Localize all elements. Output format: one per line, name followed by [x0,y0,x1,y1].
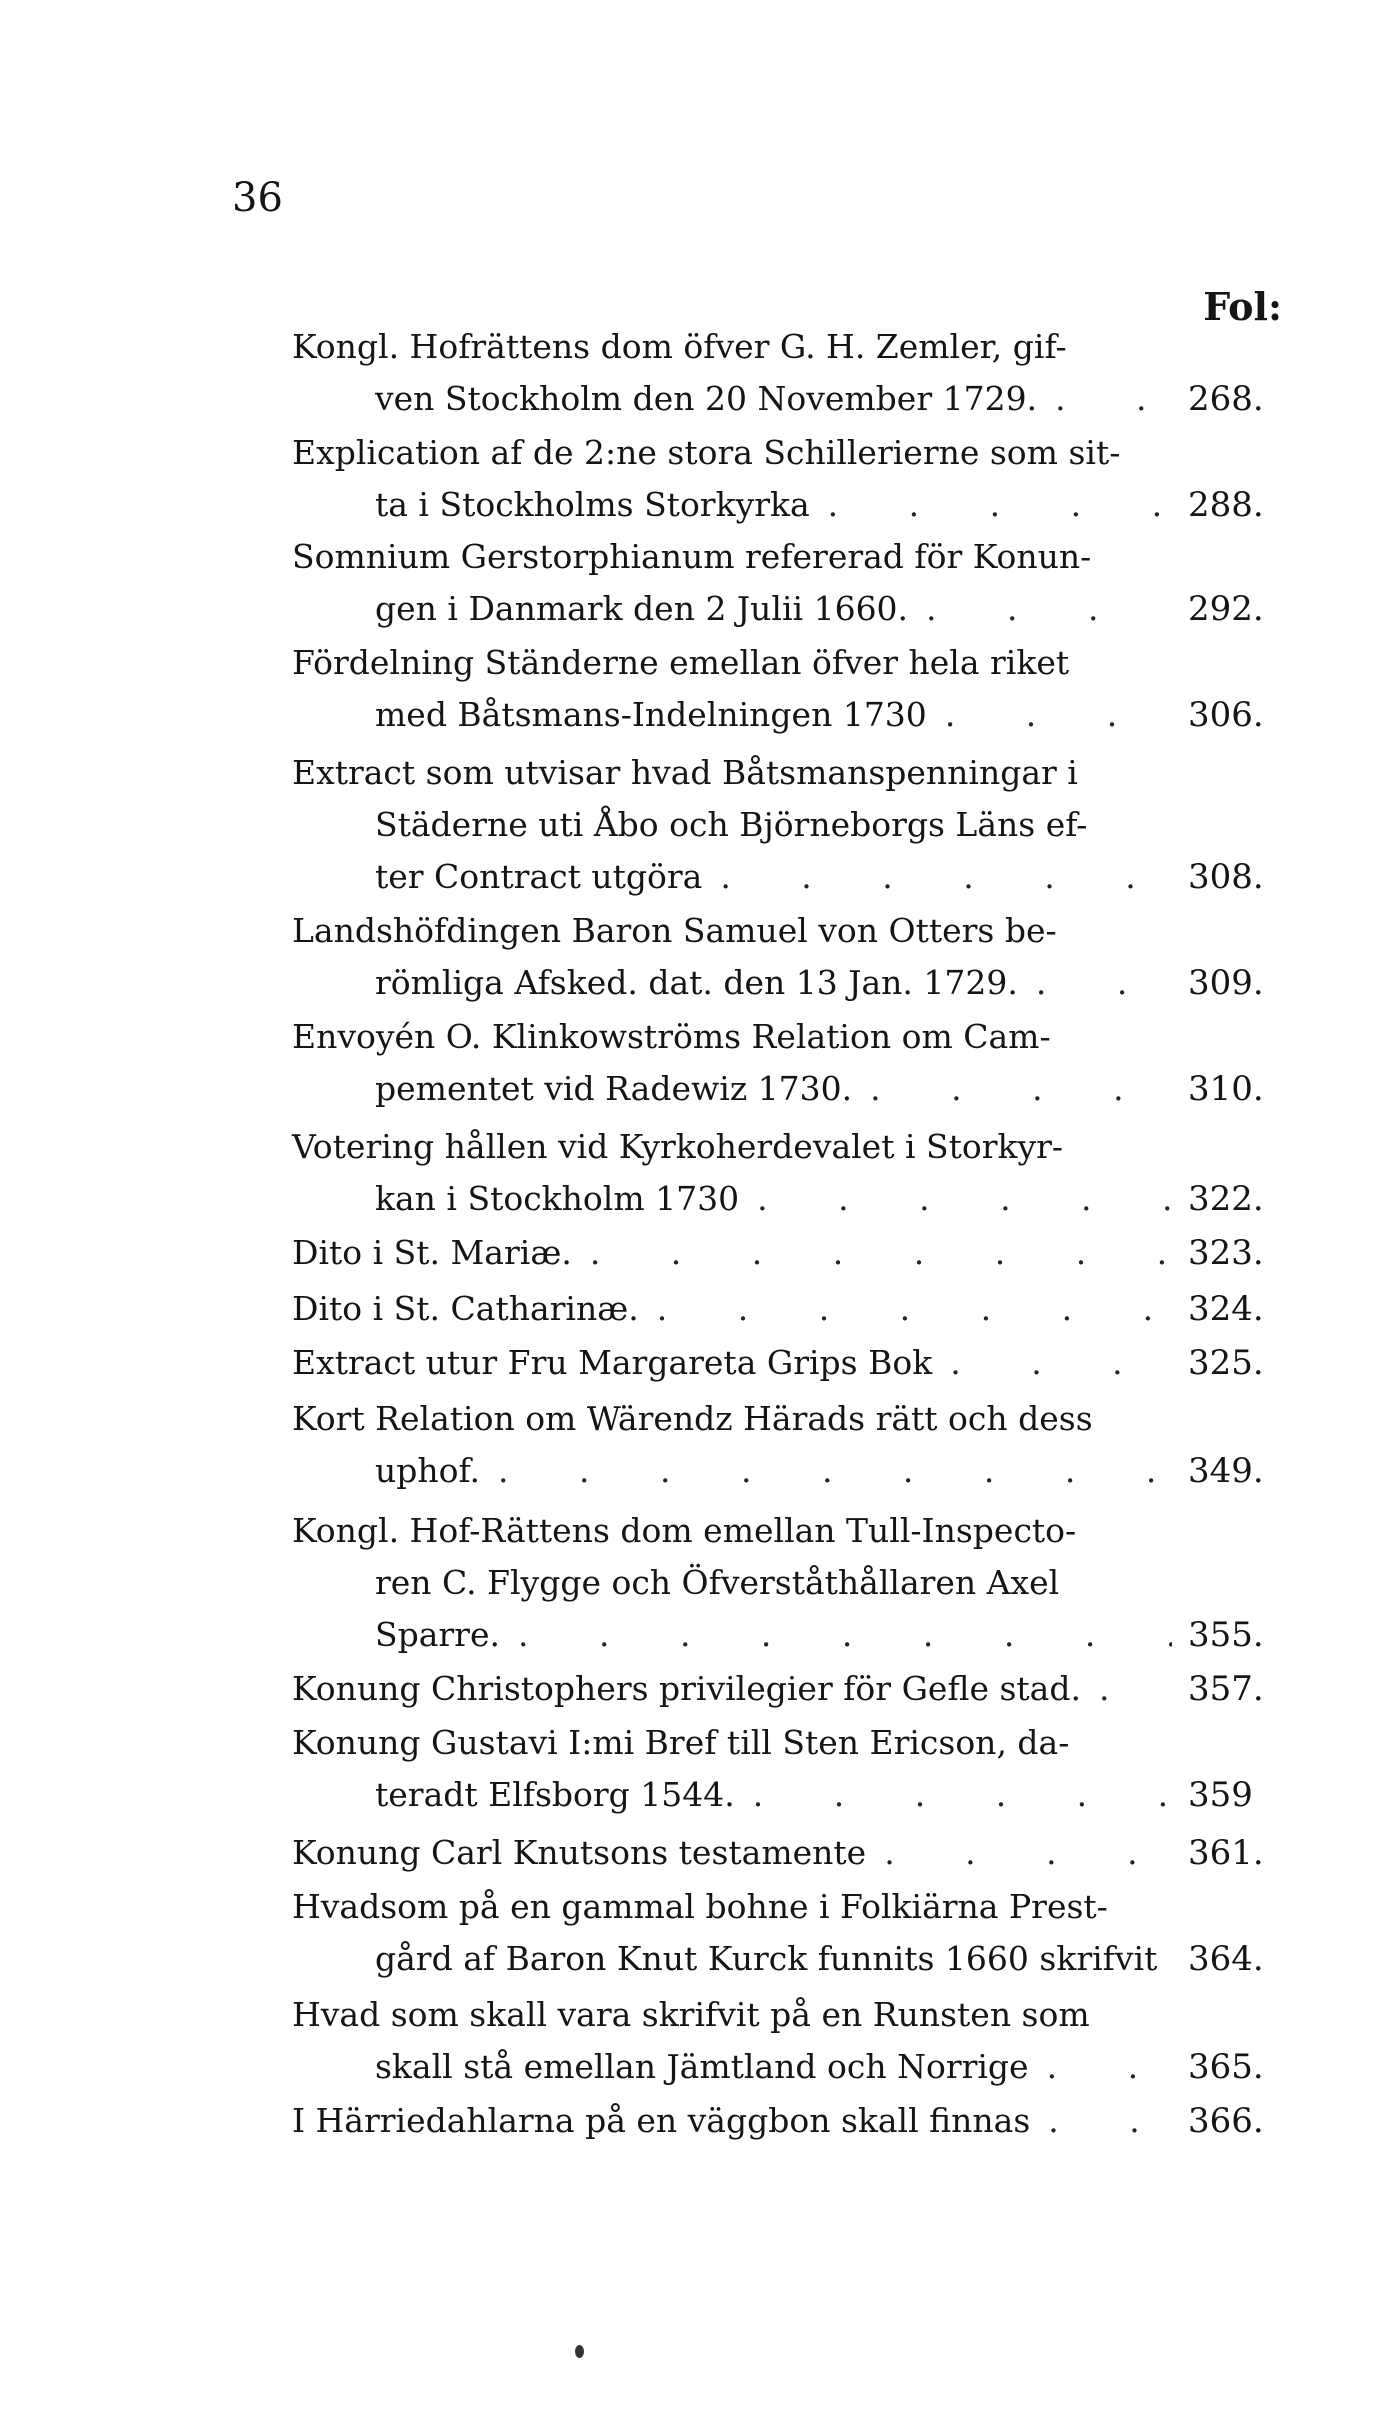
toc-entry-continuation [375,963,1172,1002]
toc-entry-text: Kort Relation om Wärendz Härads rätt och dess [292,1399,1093,1438]
toc-entry-title [292,327,1172,366]
toc-entry-folio: 288. [1188,485,1264,525]
toc-entry-title [292,1233,1172,1272]
toc-entry-text: Extract som utvisar hvad Båtsmanspenningar i [292,753,1078,792]
toc-entry-continuation [375,695,1172,734]
toc-entry-title [292,537,1172,576]
toc-entry-continuation [375,1939,1172,1978]
ink-speck [575,2345,584,2358]
toc-entry-folio: 308. [1188,857,1264,897]
toc-entry-text: Konung Carl Knutsons testamente [292,1833,867,1872]
toc-entry-title [292,1127,1172,1166]
toc-entry-title [292,1343,1172,1382]
toc-entry-continuation [375,379,1172,418]
leader-dots [810,488,1172,521]
toc-entry-text: skall stå emellan Jämtland och Norrige [375,2047,1029,2086]
toc-entry-title [292,1511,1172,1550]
toc-entry-text: Dito i St. Mariæ. [292,1233,572,1272]
leader-dots [572,1236,1172,1269]
toc-entry-text: Hvad som skall vara skrifvit på en Runsten som [292,1995,1090,2034]
toc-entry-text: ta i Stockholms Storkyrka [375,485,810,524]
toc-entry-folio: 355. [1188,1615,1264,1655]
leader-dots [1029,2050,1172,2083]
leader-dots [735,1778,1172,1811]
leader-dots [852,1072,1172,1105]
toc-entry-text: Konung Christophers privilegier för Gefle stad. [292,1669,1081,1708]
toc-entry-text: med Båtsmans-Indelningen 1730 [375,695,927,734]
toc-entry-folio: 323. [1188,1233,1264,1273]
toc-entry-folio: 365. [1188,2047,1264,2087]
toc-entry-text: Envoyén O. Klinkowströms Relation om Cam- [292,1017,1051,1056]
toc-entry-text: Hvadsom på en gammal bohne i Folkiärna Prest- [292,1887,1108,1926]
toc-entry-folio: 309. [1188,963,1264,1003]
toc-entry-continuation [375,2047,1172,2086]
toc-entry-text: gen i Danmark den 2 Julii 1660. [375,589,909,628]
toc-entry-continuation [375,1069,1172,1108]
toc-entry-folio: 325. [1188,1343,1264,1383]
folio-column-header: Fol: [1203,284,1282,329]
toc-entry-text: Konung Gustavi I:mi Bref till Sten Ericson, da- [292,1723,1070,1762]
toc-entry-folio: 322. [1188,1179,1264,1219]
toc-entry-continuation [375,857,1172,896]
toc-entry-continuation [375,1451,1172,1490]
toc-entry-folio: 349. [1188,1451,1264,1491]
toc-entry-text: Städerne uti Åbo och Björneborgs Läns ef- [375,805,1088,844]
leader-dots [908,592,1172,625]
toc-entry-text: teradt Elfsborg 1544. [375,1775,735,1814]
toc-entry-title [292,1723,1172,1762]
toc-entry-text: ven Stockholm den 20 November 1729. [375,379,1038,418]
leader-dots [927,698,1172,731]
toc-entry-folio: 292. [1188,589,1264,629]
toc-entry-folio: 359 [1188,1775,1253,1815]
leader-dots [500,1618,1172,1651]
toc-entry-text: Kongl. Hofrättens dom öfver G. H. Zemler, gif- [292,327,1067,366]
toc-entry-text: Explication af de 2:ne stora Schillerierne som sit- [292,433,1121,472]
toc-entry-folio: 310. [1188,1069,1264,1109]
toc-entry-text: Extract utur Fru Margareta Grips Bok [292,1343,933,1382]
toc-entry-text: Votering hållen vid Kyrkoherdevalet i Storkyr- [292,1127,1064,1166]
leader-dots [739,1182,1172,1215]
toc-entry-text: I Härriedahlarna på en väggbon skall finnas [292,2101,1031,2140]
toc-entry-folio: 364. [1188,1939,1264,1979]
toc-entry-text: Kongl. Hof-Rättens dom emellan Tull-Inspecto- [292,1511,1077,1550]
leader-dots [866,1836,1172,1869]
toc-entry-folio: 366. [1188,2101,1264,2141]
toc-entry-continuation [375,1775,1172,1814]
toc-entry-text: ter Contract utgöra [375,857,703,896]
toc-entry-continuation [375,1615,1172,1654]
toc-entry-continuation [375,485,1172,524]
toc-entry-continuation [375,589,1172,628]
leader-dots [702,860,1172,893]
toc-entry-title [292,1399,1172,1438]
toc-entry-title [292,911,1172,950]
toc-entry-folio: 361. [1188,1833,1264,1873]
toc-entry-title [292,753,1172,792]
toc-entry-folio: 324. [1188,1289,1264,1329]
toc-entry-text: Dito i St. Catharinæ. [292,1289,639,1328]
toc-entry-text: Landshöfdingen Baron Samuel von Otters be- [292,911,1057,950]
toc-entry-folio: 306. [1188,695,1264,735]
toc-entry-title [292,1833,1172,1872]
leader-dots [480,1454,1172,1487]
leader-dots [1081,1672,1172,1705]
toc-entry-text: Sparre. [375,1615,500,1654]
leader-dots [1018,966,1172,999]
toc-entry-text: ren C. Flygge och Öfverståthållaren Axel [375,1563,1060,1602]
toc-entry-text: Somnium Gerstorphianum refererad för Konun- [292,537,1092,576]
toc-entry-text: Fördelning Ständerne emellan öfver hela riket [292,643,1070,682]
toc-entry-title [292,1887,1172,1926]
toc-entry-text: uphof. [375,1451,481,1490]
toc-entry-text: kan i Stockholm 1730 [375,1179,740,1218]
toc-entry-folio: 268. [1188,379,1264,419]
leader-dots [639,1292,1172,1325]
leader-dots [1157,1942,1175,1975]
toc-entry-text: gård af Baron Knut Kurck funnits 1660 skrifvit [375,1939,1158,1978]
leader-dots [1037,382,1172,415]
toc-entry-text: römliga Afsked. dat. den 13 Jan. 1729. [375,963,1018,1002]
toc-entry-title [292,1017,1172,1056]
toc-entry-title [292,1289,1172,1328]
toc-entry-continuation [375,1563,1172,1602]
toc-entry-title [292,2101,1172,2140]
toc-entry-continuation [375,1179,1172,1218]
toc-entry-title [292,1995,1172,2034]
toc-entry-title [292,433,1172,472]
toc-entry-title [292,1669,1172,1708]
page-number: 36 [232,175,283,221]
toc-entry-title [292,643,1172,682]
toc-entry-text: pementet vid Radewiz 1730. [375,1069,853,1108]
leader-dots [932,1346,1172,1379]
toc-entry-continuation [375,805,1172,844]
leader-dots [1030,2104,1172,2137]
toc-entry-folio: 357. [1188,1669,1264,1709]
